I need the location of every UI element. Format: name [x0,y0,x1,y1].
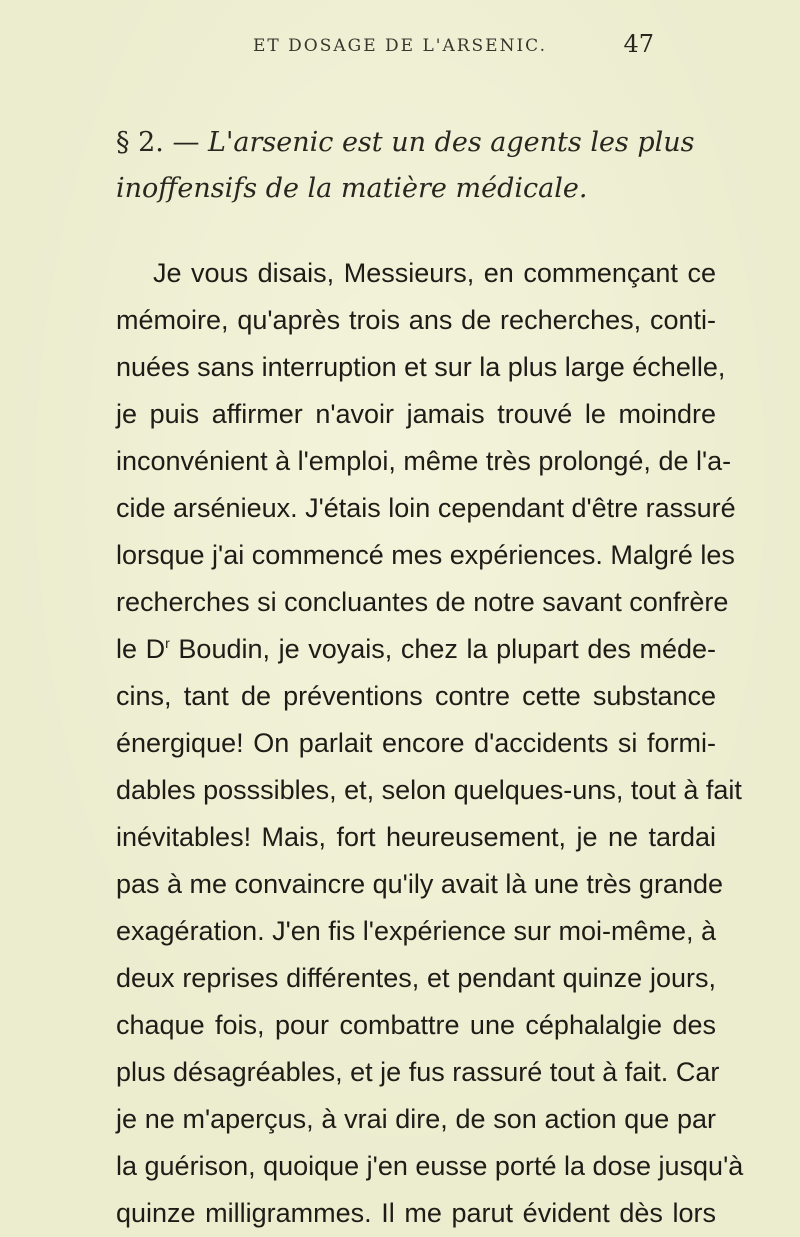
text-line: dables posssibles, et, selon quelques-uns, tout à fait [116,775,742,805]
text-line: recherches si concluantes de notre savant confrère [116,587,729,617]
text-line: inévitables! Mais, fort heureusement, je ne tardai [116,822,716,852]
text-line: je ne m'aperçus, à vrai dire, de son action que par [116,1104,716,1134]
text-line: cide arsénieux. J'étais loin cependant d'être rassuré [116,493,736,523]
body-paragraph [116,250,744,1237]
text-line: exagération. J'en fis l'expérience sur moi-même, à [116,916,717,946]
running-title: ET DOSAGE DE L'ARSENIC. [253,36,547,56]
page-number: 47 [623,30,654,58]
superscript: r [165,635,170,651]
text-line: quinze milligrammes. Il me parut évident dès lors [116,1198,716,1228]
text-line: cins, tant de préventions contre cette substance [116,681,716,711]
section-title-line-2: inoffensifs de la matière médicale. [116,173,588,204]
text-line: plus désagréables, et je fus rassuré tout à fait. Car [116,1057,720,1087]
text-line: la guérison, quoique j'en eusse porté la dose jusqu'à [116,1151,744,1181]
section-dash: — [172,127,200,158]
text-line-rest: Boudin, je voyais, chez la plupart des méde- [169,634,716,664]
text-line: Je vous disais, Messieurs, en commençant ce [153,258,716,288]
text-line: chaque fois, pour combattre une céphalalgie des [116,1010,716,1040]
section-title-line-1: L'arsenic est un des agents les plus [208,127,695,158]
text-line: je puis affirmer n'avoir jamais trouvé le moindre [116,399,716,429]
text-line: deux reprises différentes, et pendant quinze jours, [116,963,716,993]
text-line: inconvénient à l'emploi, même très prolongé, de l'a- [116,446,732,476]
text-line: lorsque j'ai commencé mes expériences. Malgré les [116,540,735,570]
running-header [0,28,800,68]
section-number: § 2. [116,127,164,158]
text-line: pas à me convaincre qu'ily avait là une très grande [116,869,723,899]
text-line: nuées sans interruption et sur la plus large échelle, [116,352,726,382]
text-line-start: le D [116,634,166,664]
text-line: énergique! On parlait encore d'accidents si formi- [116,728,716,758]
text-line: mémoire, qu'après trois ans de recherches, conti- [116,305,716,335]
text-line [116,626,716,673]
section-heading [116,120,736,212]
